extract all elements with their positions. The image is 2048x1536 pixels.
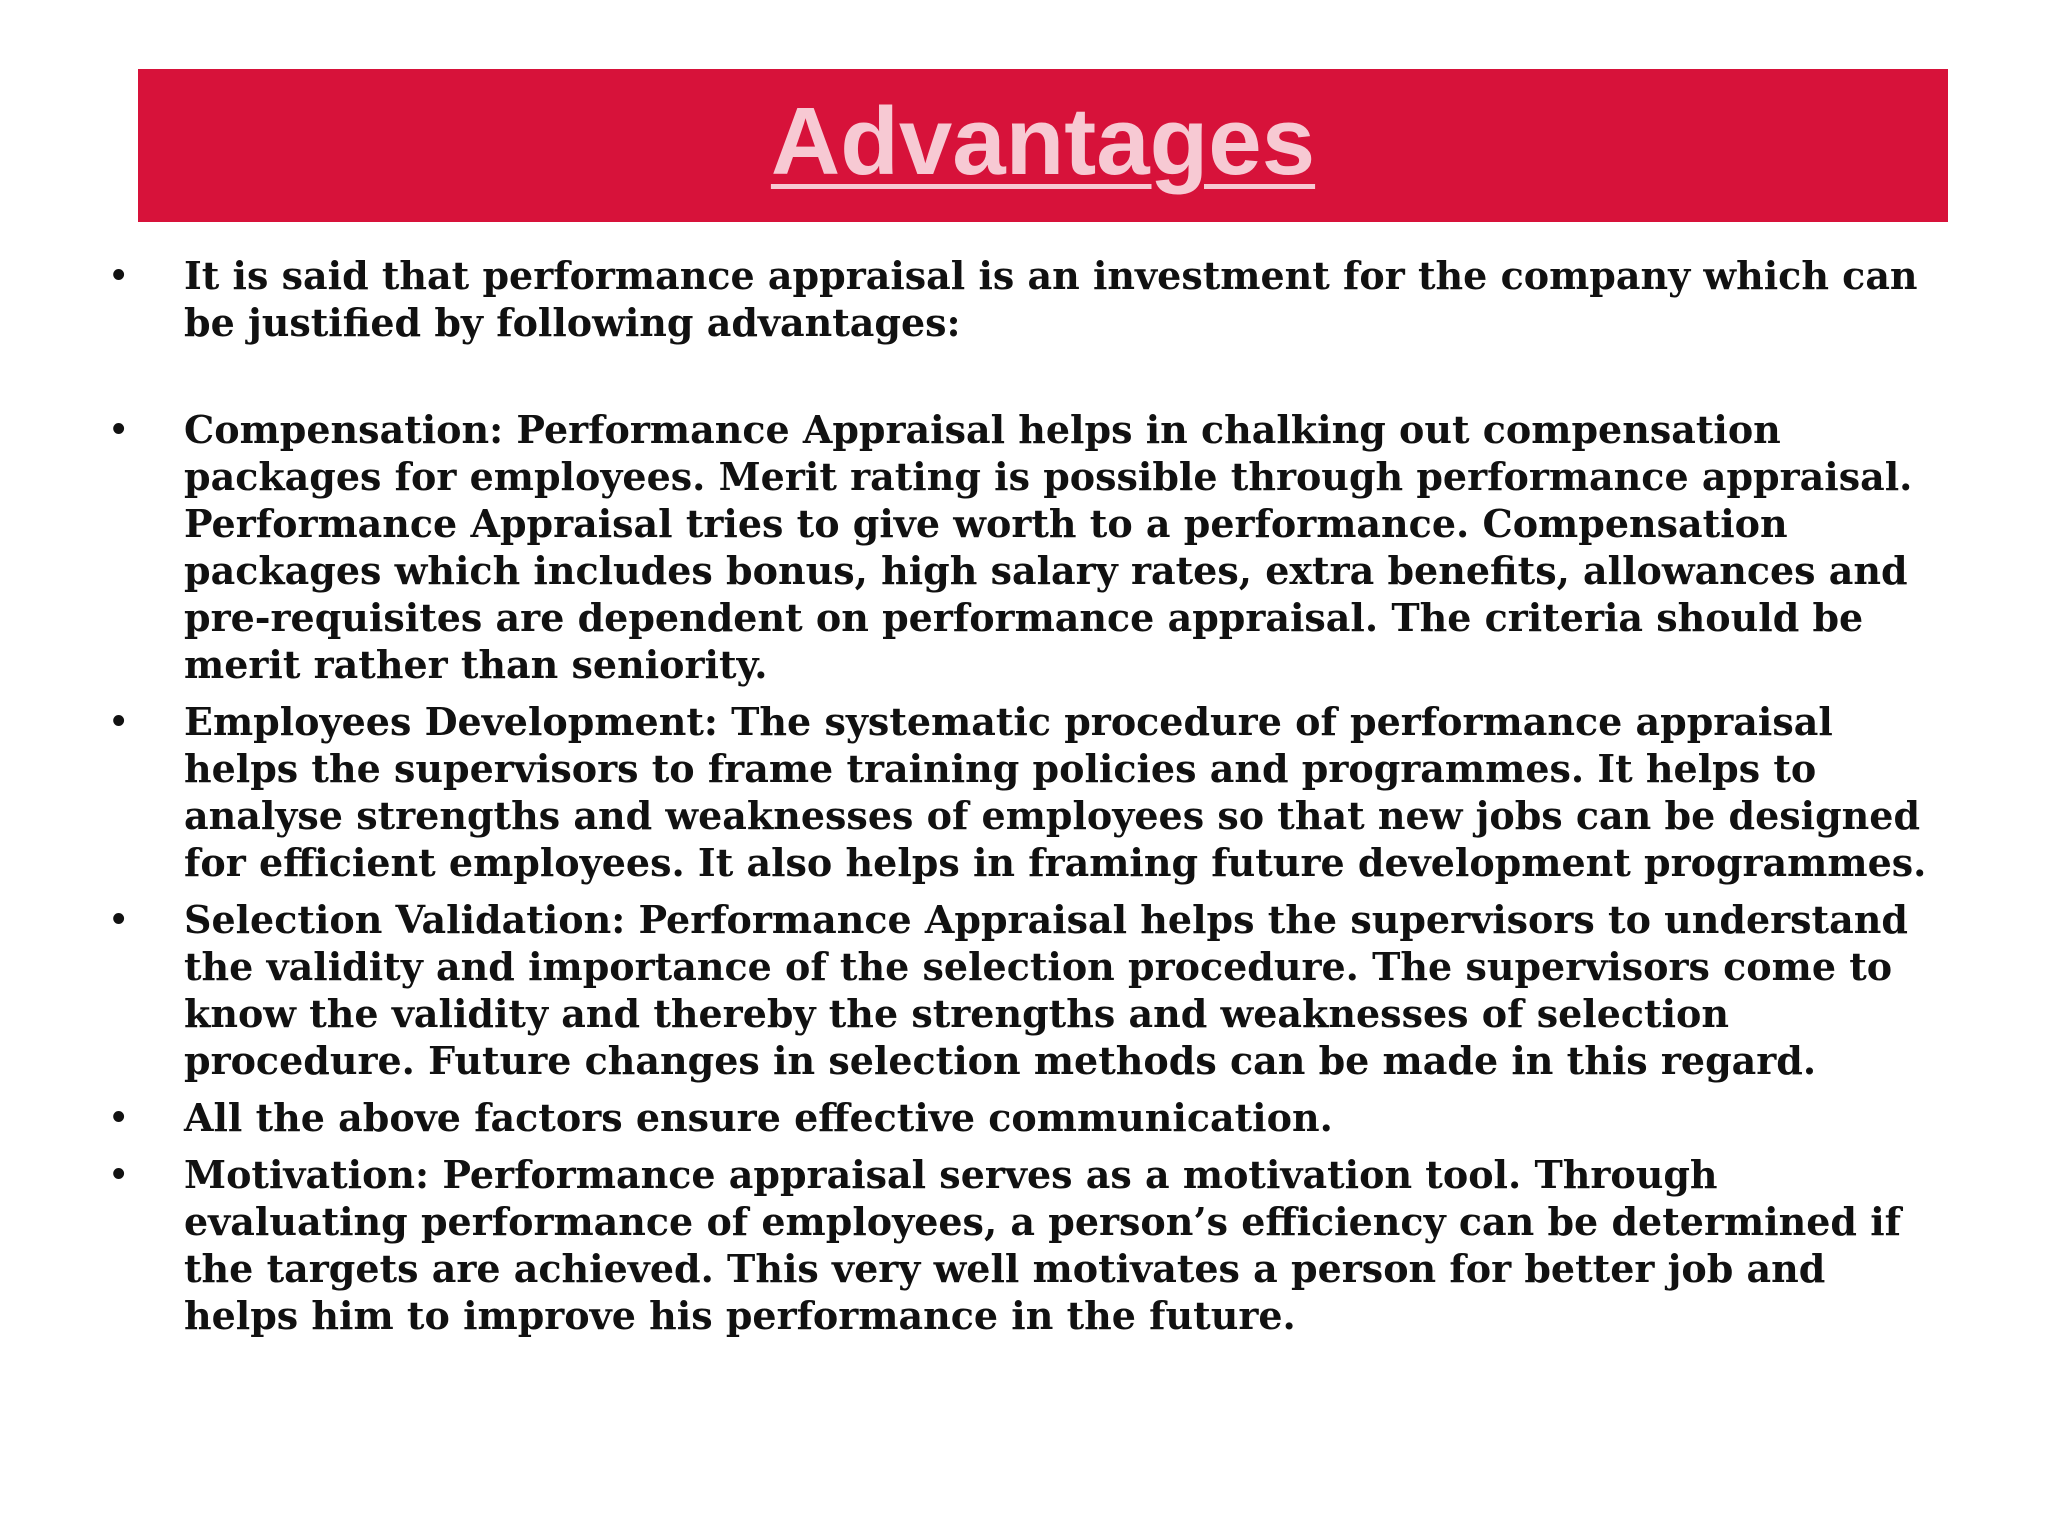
bullet-list	[104, 252, 1944, 1349]
bullet-dot-icon: •	[112, 700, 126, 742]
bullet-text: All the above factors ensure effective communication.	[184, 1095, 1333, 1140]
bullet-dot-icon: •	[112, 1153, 126, 1195]
bullet-text: It is said that performance appraisal is an investment for the company which can be justified by following advantages:	[184, 253, 1918, 345]
bullet-dot-icon: •	[112, 408, 126, 450]
bullet-dot-icon: •	[112, 254, 126, 296]
bullet-item-compensation	[104, 406, 1944, 688]
bullet-item-selection-validation	[104, 896, 1944, 1084]
bullet-item-intro	[104, 252, 1944, 346]
title-banner	[138, 69, 1948, 222]
bullet-item-communication	[104, 1094, 1944, 1141]
bullet-text: Compensation: Performance Appraisal helps in chalking out compensation packages for employees. Merit rating is possible through performance appraisal. Performance Appraisal tries to give worth to a performance. Compensation packages which includes bonus, high salary rates, extra benefits, allowances and pre-requisites are dependent on performance appraisal. The criteria should be merit rather than seniority.	[184, 407, 1913, 687]
bullet-text: Motivation: Performance appraisal serves as a motivation tool. Through evaluating performance of employees, a person’s efficiency can be determined if the targets are achieved. This very well motivates a person for better job and helps him to improve his performance in the future.	[184, 1152, 1901, 1338]
bullet-text: Employees Development: The systematic procedure of performance appraisal helps the supervisors to frame training policies and programmes. It helps to analyse strengths and weaknesses of employees so that new jobs can be designed for efficient employees. It also helps in framing future development programmes.	[184, 699, 1927, 885]
bullet-dot-icon: •	[112, 898, 126, 940]
slide-title: Advantages	[770, 87, 1316, 195]
bullet-dot-icon: •	[112, 1096, 126, 1138]
bullet-item-employees-development	[104, 698, 1944, 886]
bullet-item-motivation	[104, 1151, 1944, 1339]
bullet-text: Selection Validation: Performance Appraisal helps the supervisors to understand the validity and importance of the selection procedure. The supervisors come to know the validity and thereby the strengths and weaknesses of selection procedure. Future changes in selection methods can be made in this regard.	[184, 897, 1908, 1083]
